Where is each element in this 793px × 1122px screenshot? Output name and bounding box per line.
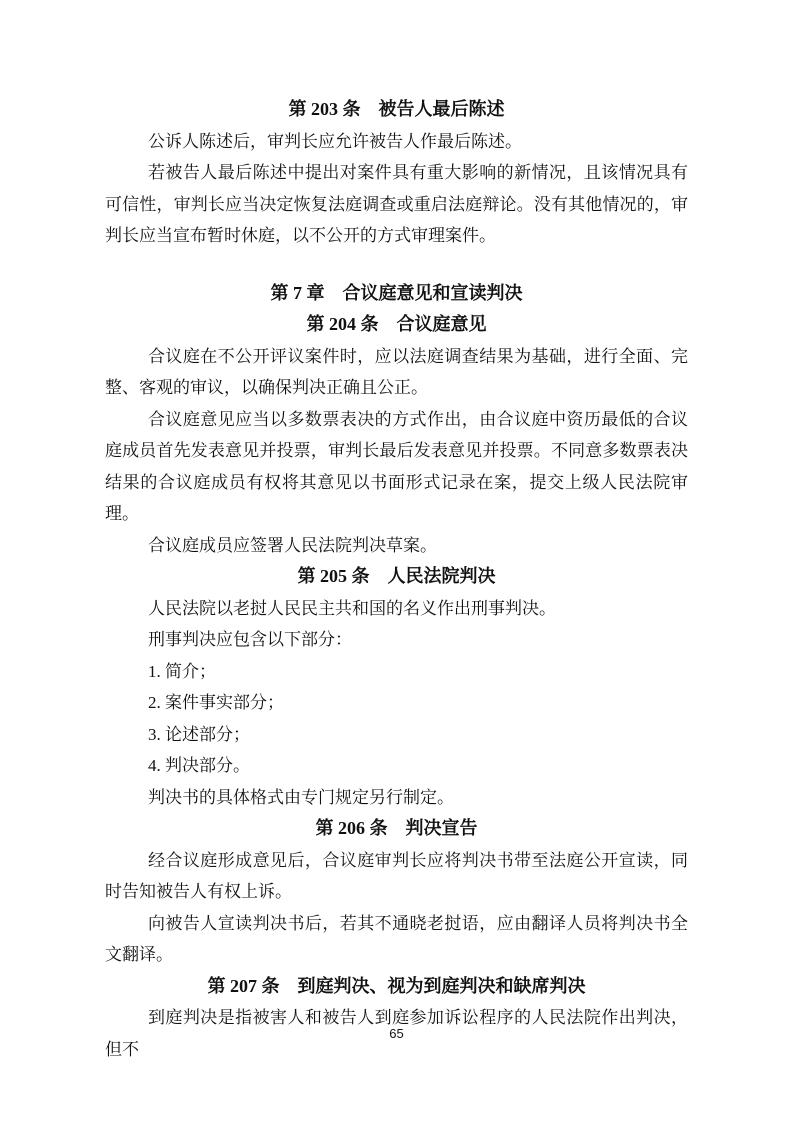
article-heading: 第 204 条 合议庭意见: [306, 314, 487, 334]
paragraph: 合议庭意见应当以多数票表决的方式作出，由合议庭中资历最低的合议庭成员首先发表意见并投票，审判长最后发表意见并投票。不同意多数票表决结果的合议庭成员有权将其意见以书面形式记录在案，提交上级人民法院审理。: [105, 409, 688, 523]
list-item: 3. 论述部分；: [148, 724, 250, 744]
paragraph: 判决书的具体格式由专门规定另行制定。: [148, 787, 454, 807]
paragraph: 公诉人陈述后，审判长应允许被告人作最后陈述。: [148, 131, 522, 151]
article-heading: 第 206 条 判决宣告: [315, 818, 478, 838]
paragraph: 经合议庭形成意见后，合议庭审判长应将判决书带至法庭公开宣读，同时告知被告人有权上诉。: [105, 850, 688, 901]
paragraph: 若被告人最后陈述中提出对案件具有重大影响的新情况，且该情况具有可信性，审判长应当决定恢复法庭调查或重启法庭辩论。没有其他情况的，审判长应当宣布暂时休庭，以不公开的方式审理案件。: [105, 163, 688, 245]
article-heading: 第 205 条 人民法院判决: [297, 566, 496, 586]
chapter-heading: 第 7 章 合议庭意见和宣读判决: [270, 282, 523, 303]
paragraph: 人民法院以老挝人民民主共和国的名义作出刑事判决。: [148, 598, 556, 618]
page-number: 65: [389, 1026, 404, 1041]
paragraph: 合议庭在不公开评议案件时，应以法庭调查结果为基础，进行全面、完整、客观的审议，以确保判决正确且公正。: [105, 346, 688, 397]
list-item: 2. 案件事实部分；: [148, 693, 284, 712]
paragraph: 向被告人宣读判决书后，若其不通晓老挝语，应由翻译人员将判决书全文翻译。: [105, 913, 688, 964]
paragraph: 合议庭成员应签署人民法院判决草案。: [148, 535, 437, 555]
document-body: [105, 94, 688, 1065]
article-heading: 第 203 条 被告人最后陈述: [288, 99, 505, 119]
paragraph: 刑事判决应包含以下部分：: [148, 630, 352, 649]
article-heading: 第 207 条 到庭判决、视为到庭判决和缺席判决: [207, 975, 586, 996]
paragraph: 到庭判决是指被害人和被告人到庭参加诉讼程序的人民法院作出判决，但不: [105, 1008, 688, 1059]
list-item: 4. 判决部分。: [148, 756, 250, 775]
list-item: 1. 简介；: [148, 661, 216, 681]
